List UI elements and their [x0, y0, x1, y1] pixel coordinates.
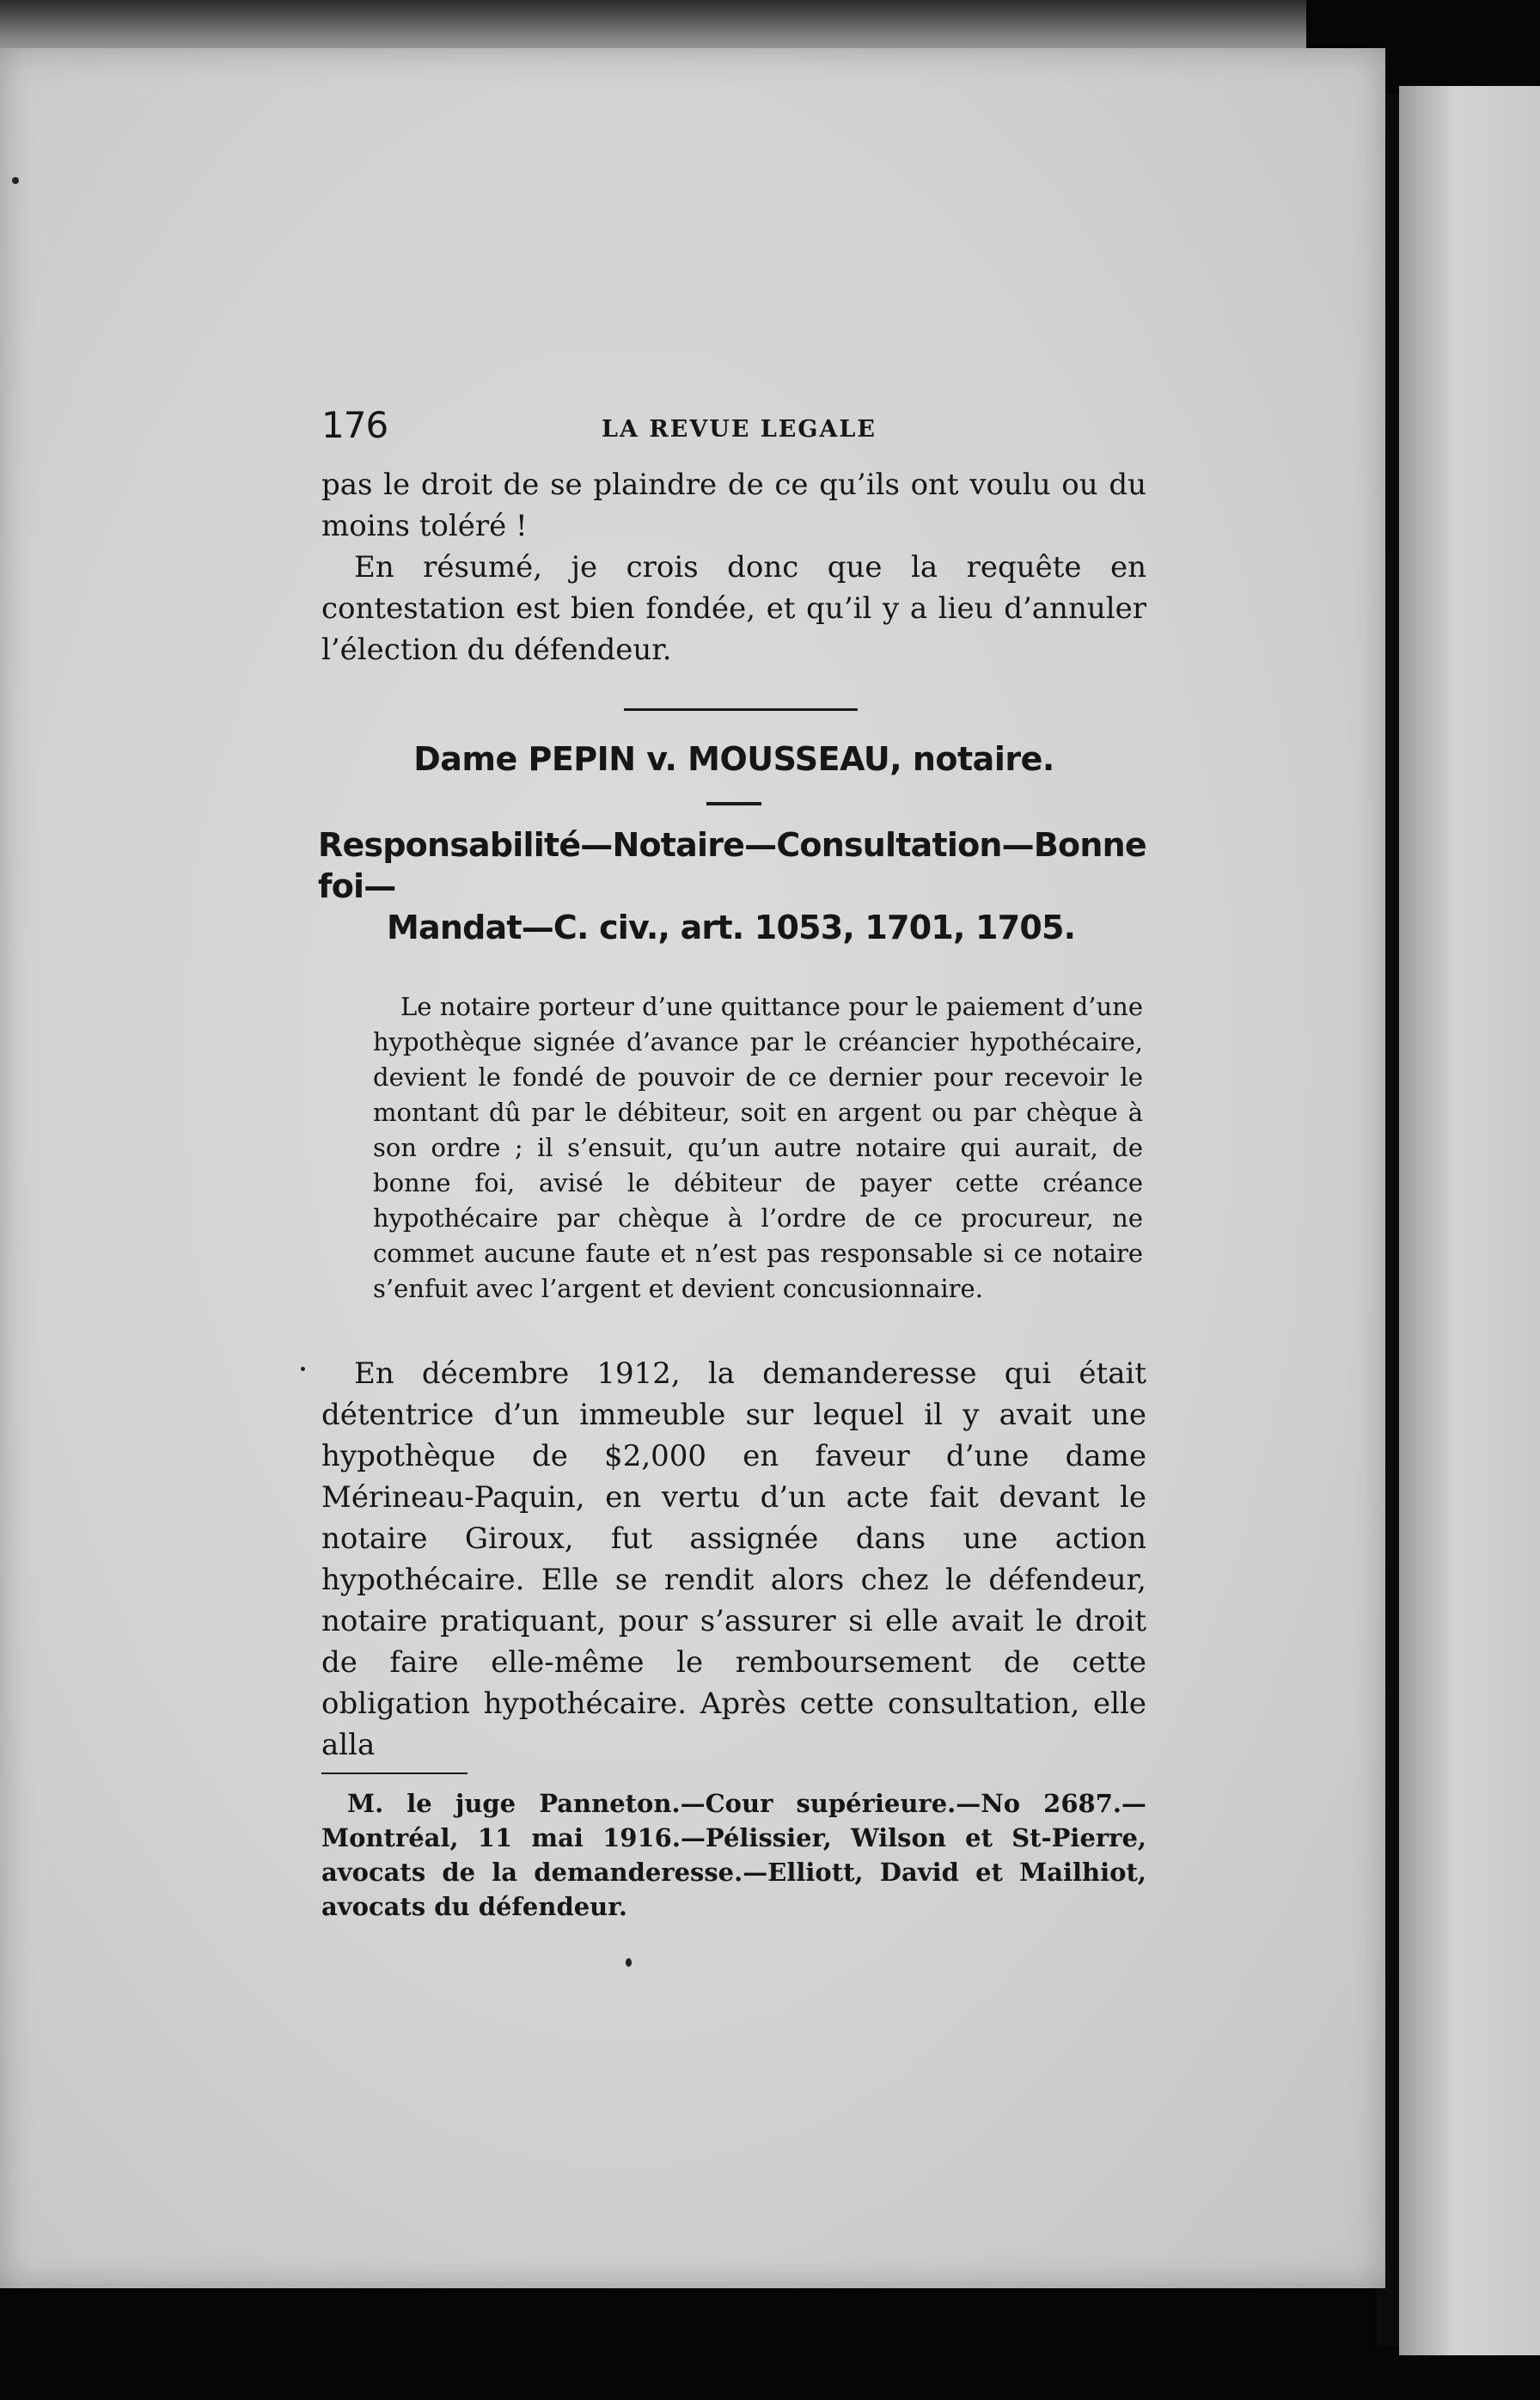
continued-paragraph: pas le droit de se plaindre de ce qu’ils ont voulu ou du moins toléré ! [321, 468, 1146, 543]
running-head [321, 404, 1146, 464]
journal-title: LA REVUE LEGALE [602, 416, 877, 443]
footnote-rule [321, 1772, 468, 1774]
case-title: Dame PEPIN v. MOUSSEAU, notaire. [413, 740, 1054, 778]
adjacent-page-edge [1399, 86, 1540, 2355]
paper-speck [12, 177, 19, 184]
subject-line-2: Mandat—C. civ., art. 1053, 1701, 1705. [387, 909, 1076, 946]
book-page [0, 48, 1385, 2288]
page-number: 176 [321, 404, 388, 446]
subject-line-1: Responsabilité—Notaire—Consultation—Bonne foi— [318, 826, 1146, 905]
paper-speck [301, 1367, 305, 1371]
page-content [318, 404, 1146, 1949]
section-separator [624, 708, 858, 711]
case-headnote: Le notaire porteur d’une quittance pour le paiement d’une hypothèque signée d’avance par le créancier hypothécaire, devient le fondé de pouvoir de ce dernier pour recevoir le montant dû par le débiteur, soit en argent ou par chèque à son ordre ; il s’ensuit, qu’un autre notaire qui aurait, de bonne foi, avisé le débiteur de payer cette créance hypothécaire par chèque à l’ordre de ce procureur, ne commet aucune faute et n’est pas responsable si ce notaire s’enfuit avec l’argent et devient concusionnaire. [373, 992, 1143, 1303]
conclusion-paragraph: En résumé, je crois donc que la requête en contestation est bien fondée, et qu’il y a lieu d’annuler l’élection du défendeur. [321, 550, 1146, 667]
case-body-paragraph: En décembre 1912, la demanderesse qui était détentrice d’un immeuble sur lequel il y avait une hypothèque de $2,000 en faveur d’une dame Mérineau-Paquin, en vertu d’un acte fait devant le notaire Giroux, fut assignée dans une action hypothécaire. Elle se rendit alors chez le défendeur, notaire pratiquant, pour s’assurer si elle avait le droit de faire elle-même le remboursement de cette obligation hypothécaire. Après cette consultation, elle alla [321, 1356, 1146, 1762]
case-subject-keywords [318, 824, 1155, 948]
paper-speck [626, 1958, 632, 1967]
case-footnote: M. le juge Panneton.—Cour supérieure.—No 2687.—Montréal, 11 mai 1916.—Pélissier, Wilson et St-Pierre, avocats de la demanderesse.—Elliott, David et Mailhiot, avocats du défendeur. [321, 1789, 1146, 1921]
title-rule [706, 802, 761, 805]
